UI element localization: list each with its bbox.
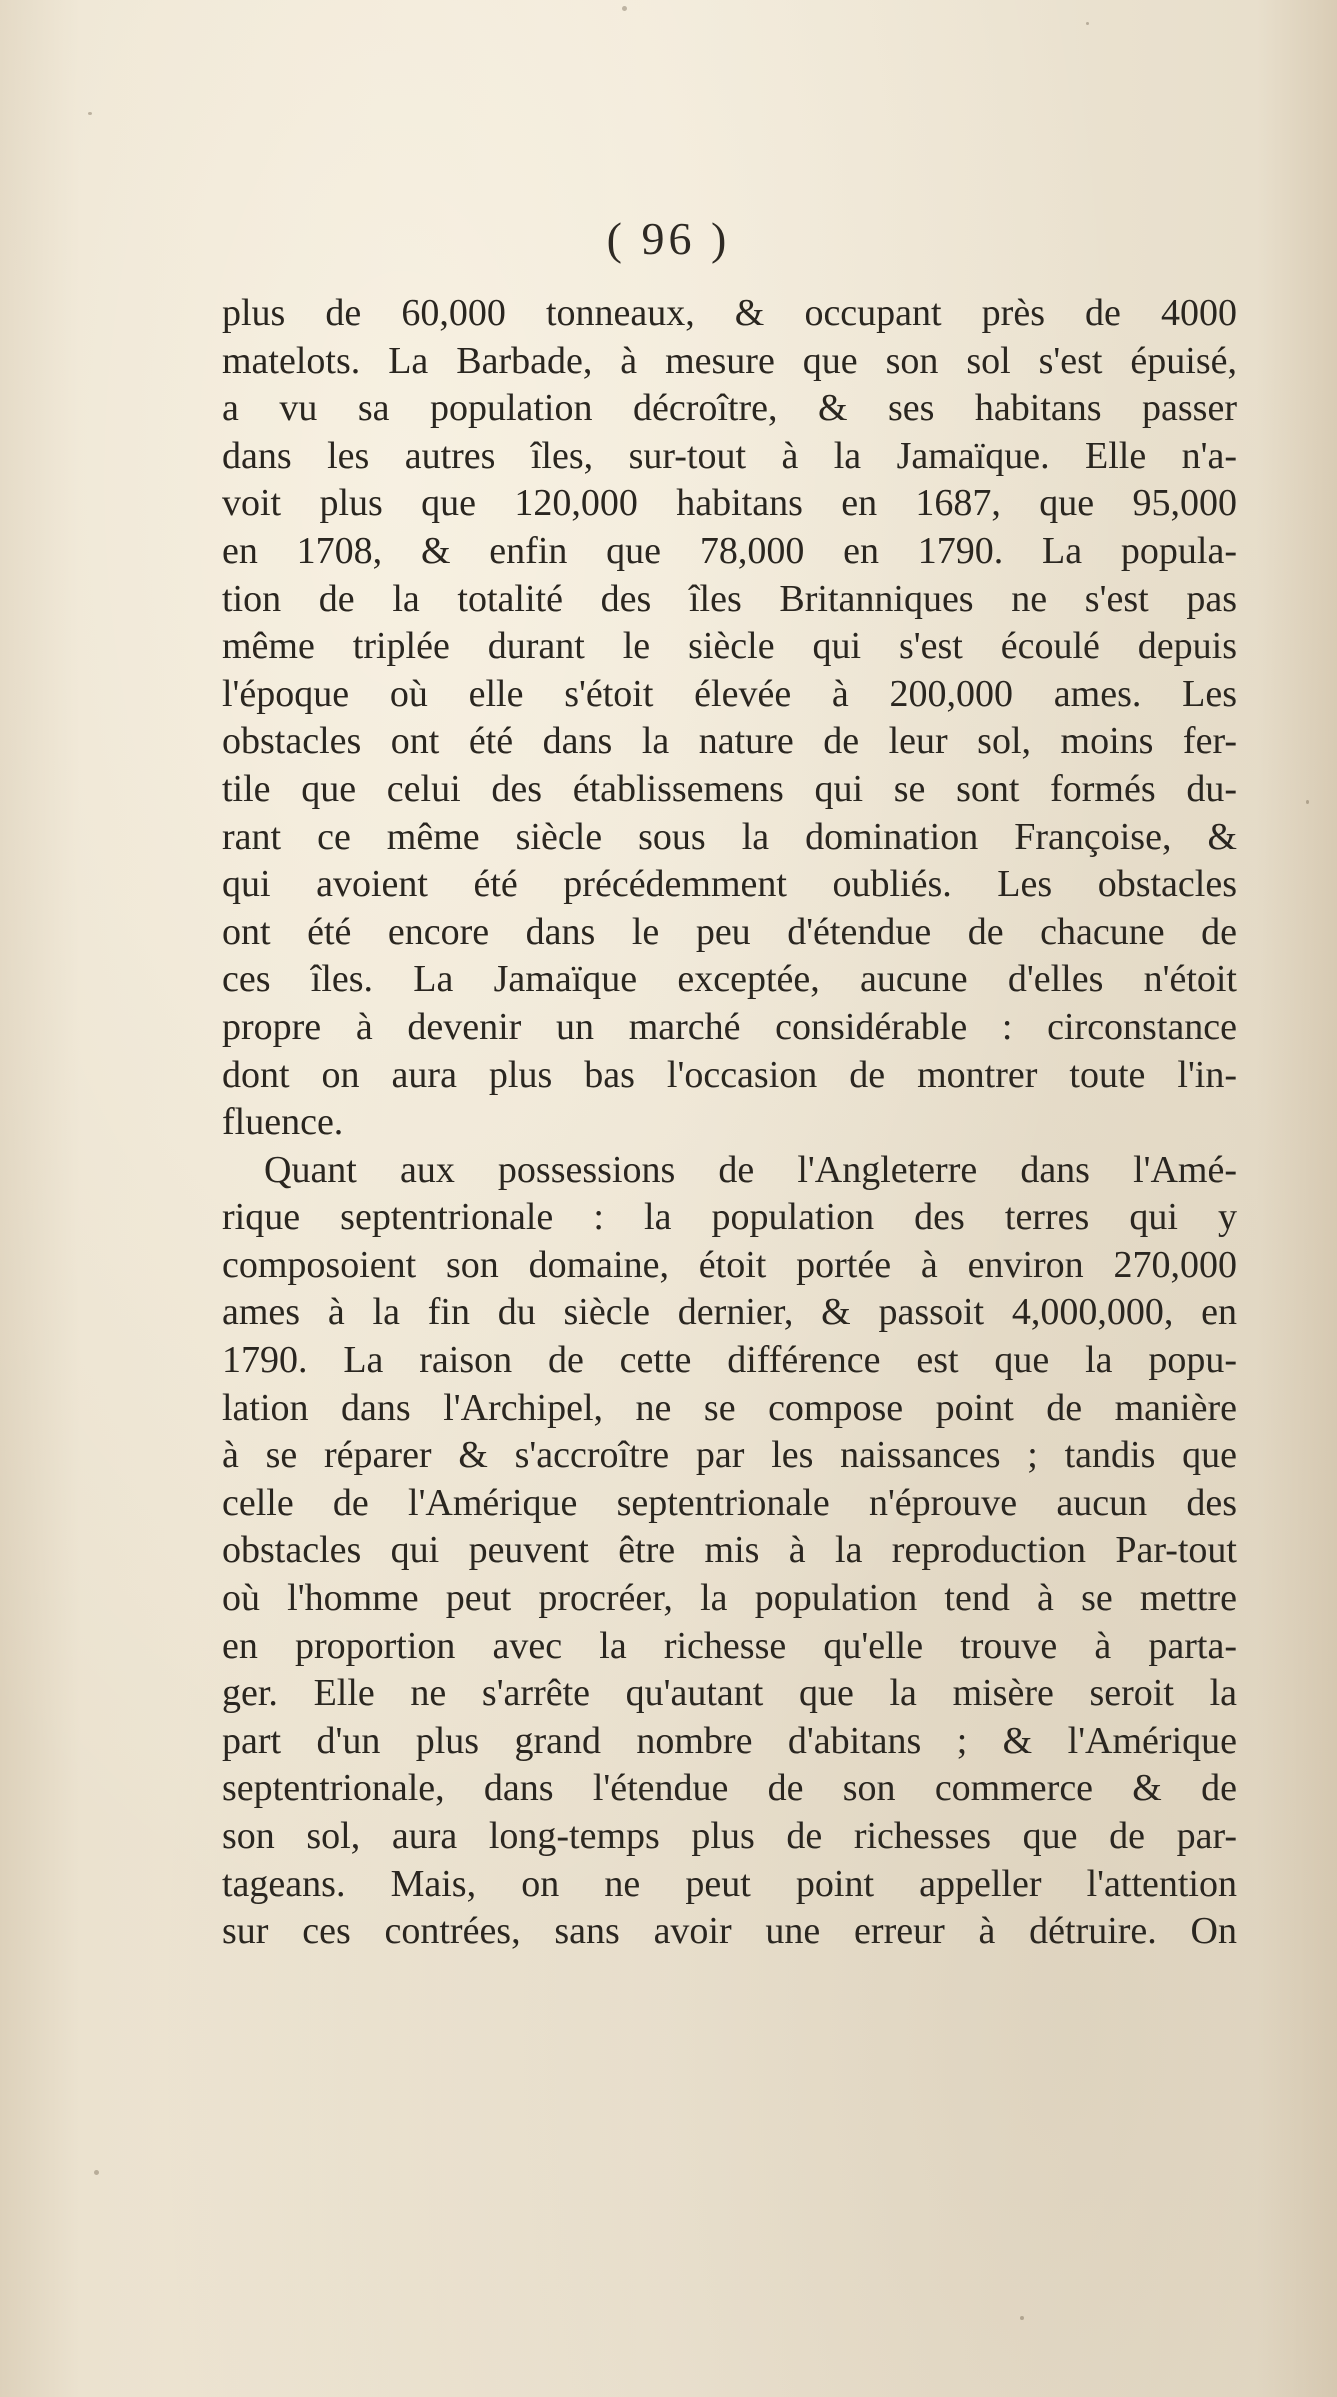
text-line: plus de 60,000 tonneaux, & occupant près de 4000 (222, 292, 1237, 334)
text-line: même triplée durant le siècle qui s'est écoulé depuis (222, 625, 1237, 668)
text-line: matelots. La Barbade, à mesure que son sol s'est épuisé, (222, 339, 1237, 382)
text-line: tageans. Mais, on ne peut point appeller l'attention (222, 1862, 1237, 1905)
paper-speck (1086, 22, 1089, 25)
text-line: tile que celui des établissemens qui se sont formés du- (222, 767, 1237, 810)
text-line: en 1708, & enfin que 78,000 en 1790. La popula- (222, 529, 1237, 572)
paper-speck (88, 112, 92, 115)
text-line: lation dans l'Archipel, ne se compose point de manière (222, 1386, 1237, 1429)
text-line: qui avoient été précédemment oubliés. Les obstacles (222, 863, 1237, 906)
text-line: propre à devenir un marché considérable : circonstance (222, 1005, 1237, 1048)
text-line: Quant aux possessions de l'Angleterre dans l'Amé- (264, 1148, 1237, 1191)
text-line: voit plus que 120,000 habitans en 1687, que 95,000 (222, 482, 1237, 525)
page-number: ( 96 ) (606, 213, 731, 264)
text-line: à se réparer & s'accroître par les naissances ; tandis que (222, 1434, 1237, 1477)
text-line: septentrionale, dans l'étendue de son commerce & de (222, 1767, 1237, 1810)
text-line: tion de la totalité des îles Britanniques ne s'est pas (222, 577, 1237, 620)
text-line: ces îles. La Jamaïque exceptée, aucune d'elles n'étoit (222, 958, 1237, 1001)
text-line: rant ce même siècle sous la domination Françoise, & (222, 815, 1237, 858)
text-line: ger. Elle ne s'arrête qu'autant que la misère seroit la (222, 1672, 1237, 1715)
text-line: ont été encore dans le peu d'étendue de chacune de (222, 910, 1237, 953)
text-line: part d'un plus grand nombre d'abitans ; & l'Amérique (222, 1719, 1237, 1762)
text-line: obstacles ont été dans la nature de leur sol, moins fer- (222, 720, 1237, 763)
text-line: où l'homme peut procréer, la population tend à se mettre (222, 1577, 1237, 1620)
paper-speck (94, 2170, 99, 2175)
text-line: sur ces contrées, sans avoir une erreur à détruire. On (222, 1910, 1237, 1953)
body-text (222, 290, 1237, 1956)
paper-speck (622, 6, 627, 11)
text-line: ames à la fin du siècle dernier, & passoit 4,000,000, en (222, 1291, 1237, 1334)
text-line: 1790. La raison de cette différence est que la popu- (222, 1339, 1237, 1382)
text-line: en proportion avec la richesse qu'elle trouve à parta- (222, 1624, 1237, 1667)
text-line: fluence. (222, 1101, 344, 1144)
text-line: dans les autres îles, sur-tout à la Jamaïque. Elle n'a- (222, 434, 1237, 477)
text-line: l'époque où elle s'étoit élevée à 200,000 ames. Les (222, 672, 1237, 715)
text-line: rique septentrionale : la population des terres qui y (222, 1196, 1237, 1239)
text-line: son sol, aura long-temps plus de richesses que de par- (222, 1815, 1237, 1857)
paper-speck (1306, 800, 1309, 804)
text-line: composoient son domaine, étoit portée à environ 270,000 (222, 1243, 1237, 1286)
paper-speck (1020, 2316, 1024, 2320)
text-line: a vu sa population décroître, & ses habitans passer (222, 387, 1237, 430)
text-line: celle de l'Amérique septentrionale n'éprouve aucun des (222, 1481, 1237, 1524)
text-line: dont on aura plus bas l'occasion de montrer toute l'in- (222, 1053, 1237, 1096)
text-line: obstacles qui peuvent être mis à la reproduction Par-tout (222, 1529, 1237, 1572)
